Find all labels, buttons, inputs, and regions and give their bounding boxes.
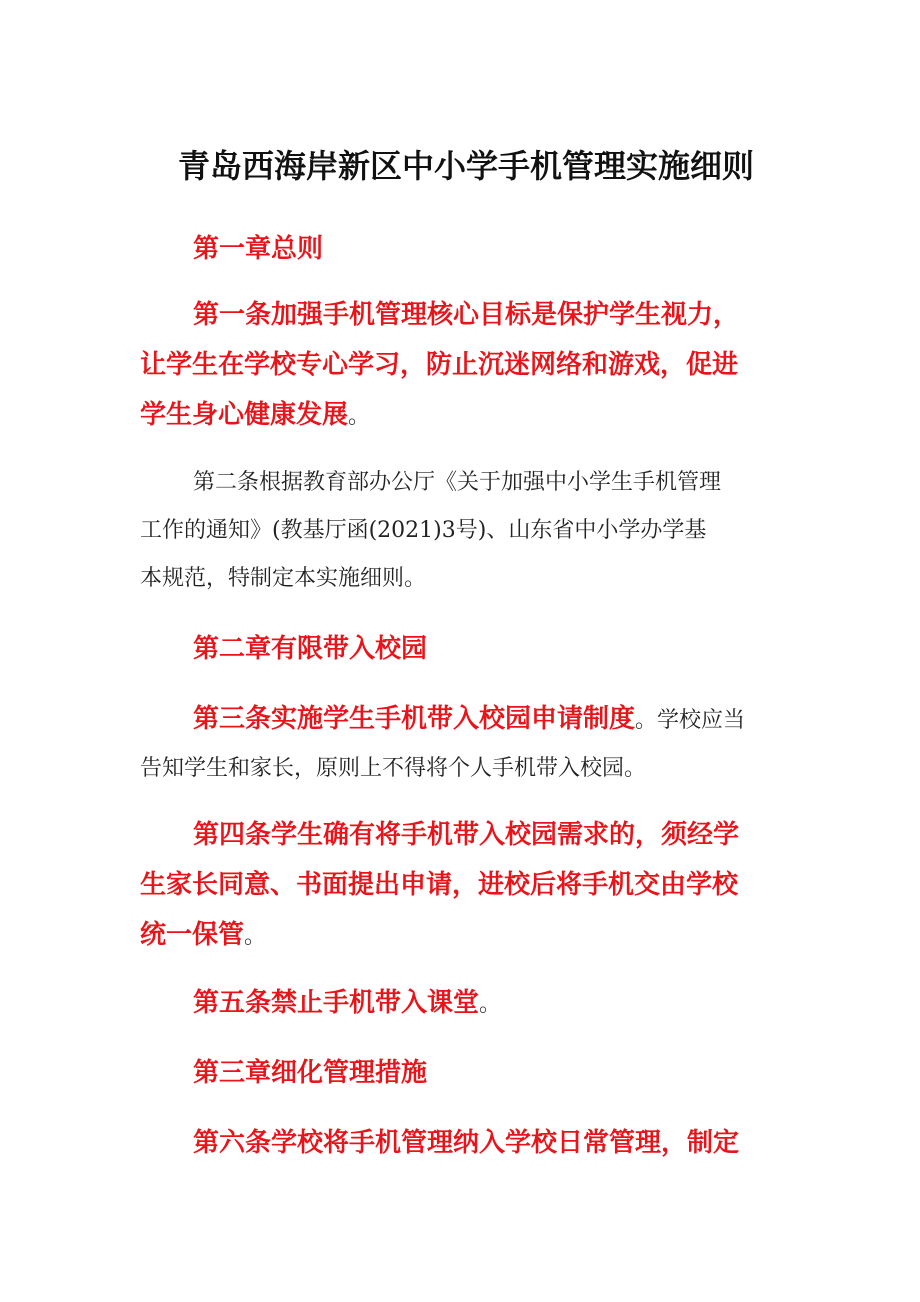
article-5-end-punct: 。 <box>479 992 502 1017</box>
chapter-3-heading: 第三章细化管理措施 <box>193 1058 428 1088</box>
article-1-line-3-text: 学生身心健康发展 <box>140 400 349 430</box>
chapter-1-heading: 第一章总则 <box>193 234 324 264</box>
article-4-line-2: 生家长同意、书面提出申请，进校后将手机交由学校 <box>140 870 739 900</box>
article-3-red-part: 第三条实施学生手机带入校园申请制度 <box>193 704 636 734</box>
document-title: 青岛西海岸新区中小学手机管理实施细则 <box>178 147 755 185</box>
article-1-line-3 <box>140 402 370 428</box>
article-3-black-tail: 。学校应当 <box>635 708 746 733</box>
article-3-line-2: 告知学生和家长，原则上不得将个人手机带入校园。 <box>140 756 647 781</box>
article-3-line-1 <box>193 706 745 732</box>
article-4-line-3-text: 统一保管 <box>140 920 245 950</box>
article-4-line-3 <box>140 922 266 948</box>
article-6-line-1: 第六条学校将手机管理纳入学校日常管理，制定 <box>193 1128 740 1158</box>
article-4-line-1: 第四条学生确有将手机带入校园需求的，须经学 <box>193 820 740 850</box>
article-5 <box>193 990 501 1016</box>
article-5-text: 第五条禁止手机带入课堂 <box>193 988 480 1018</box>
article-4-end-punct: 。 <box>244 924 267 949</box>
article-1-line-1: 第一条加强手机管理核心目标是保护学生视力， <box>193 300 740 330</box>
article-1-line-2: 让学生在学校专心学习，防止沉迷网络和游戏，促进 <box>140 350 739 380</box>
article-1-end-punct: 。 <box>348 404 371 429</box>
article-2-line-2: 工作的通知》(教基厅函(2021)3号)、山东省中小学办学基 <box>140 518 707 543</box>
article-2-line-3: 本规范，特制定本实施细则。 <box>140 566 427 591</box>
article-2-line-1: 第二条根据教育部办公厅《关于加强中小学生手机管理 <box>193 470 722 495</box>
chapter-2-heading: 第二章有限带入校园 <box>193 634 428 664</box>
